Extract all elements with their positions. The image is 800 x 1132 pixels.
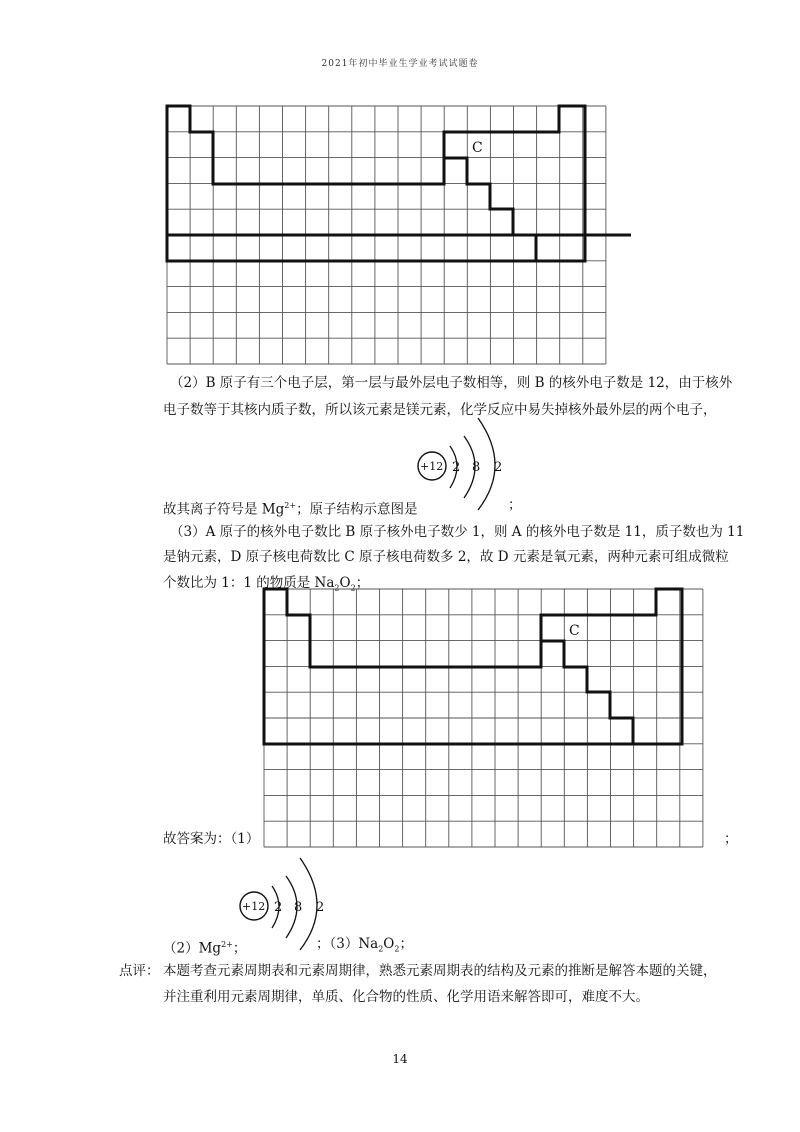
part2-line3-end: ； <box>508 497 522 513</box>
comment-line1: 本题考查元素周期表和元素周期律，熟悉元素周期表的结构及元素的推断是解答本题的关键， <box>163 963 717 979</box>
shell-count-1: 2 <box>274 900 283 915</box>
shell-count-3: 2 <box>494 460 503 475</box>
element-c-label: C <box>569 623 580 639</box>
part2-line3: 故其离子符号是 $Mg^{2+}$；原子结构示意图是 <box>163 501 418 518</box>
shell-arc-3 <box>300 858 317 950</box>
periodic-table-grid-2 <box>262 587 732 849</box>
answer-label: 故答案为：（1） <box>163 831 260 847</box>
element-c-label: C <box>472 140 483 156</box>
part3-line3: 个数比为 1：1 的物质是 $Na_2O_2$； <box>163 575 370 593</box>
periodic-table-grid-1 <box>165 104 635 366</box>
grid-lines <box>264 589 703 847</box>
nucleus-charge: +12 <box>242 900 266 913</box>
shell-count-2: 8 <box>294 900 303 915</box>
comment-line2: 并注重利用元素周期律，单质、化合物的性质、化学用语来解答即可，难度不大。 <box>163 989 649 1005</box>
shell-count-1: 2 <box>452 460 461 475</box>
nucleus-charge: +12 <box>420 460 444 473</box>
part3-line1: （3）A 原子的核外电子数比 B 原子核外电子数少 1，则 A 的核外电子数是 11，质子数也为 11 <box>170 524 745 540</box>
shell-count-3: 2 <box>316 900 325 915</box>
atom-structure-diagram-1 <box>412 412 522 512</box>
answer-3: ；$(3)Na_2O_2$； <box>316 936 413 954</box>
page-header: 2021年初中毕业生学业考试试题卷 <box>321 59 479 69</box>
part2-line1: （2）B 原子有三个电子层，第一层与最外层电子数相等，则 B 的核外电子数是 12，由于核外 <box>170 375 733 391</box>
part2-line2: 电子数等于其核内质子数，所以该元素是镁元素，化学反应中易失掉核外最外层的两个电子， <box>163 402 717 418</box>
part3-line2: 是钠元素，D 原子核电荷数比 C 原子核电荷数多 2，故 D 元素是氧元素，两种元素可组成微粒 <box>163 549 729 565</box>
page-number: 14 <box>392 1052 408 1066</box>
shell-count-2: 8 <box>472 460 481 475</box>
shell-arc-3 <box>478 418 495 510</box>
comment-label: 点评： <box>119 963 160 979</box>
answer-2: $(2)Mg^{2+}$； <box>163 940 247 957</box>
answer-1-end: ； <box>724 831 738 847</box>
